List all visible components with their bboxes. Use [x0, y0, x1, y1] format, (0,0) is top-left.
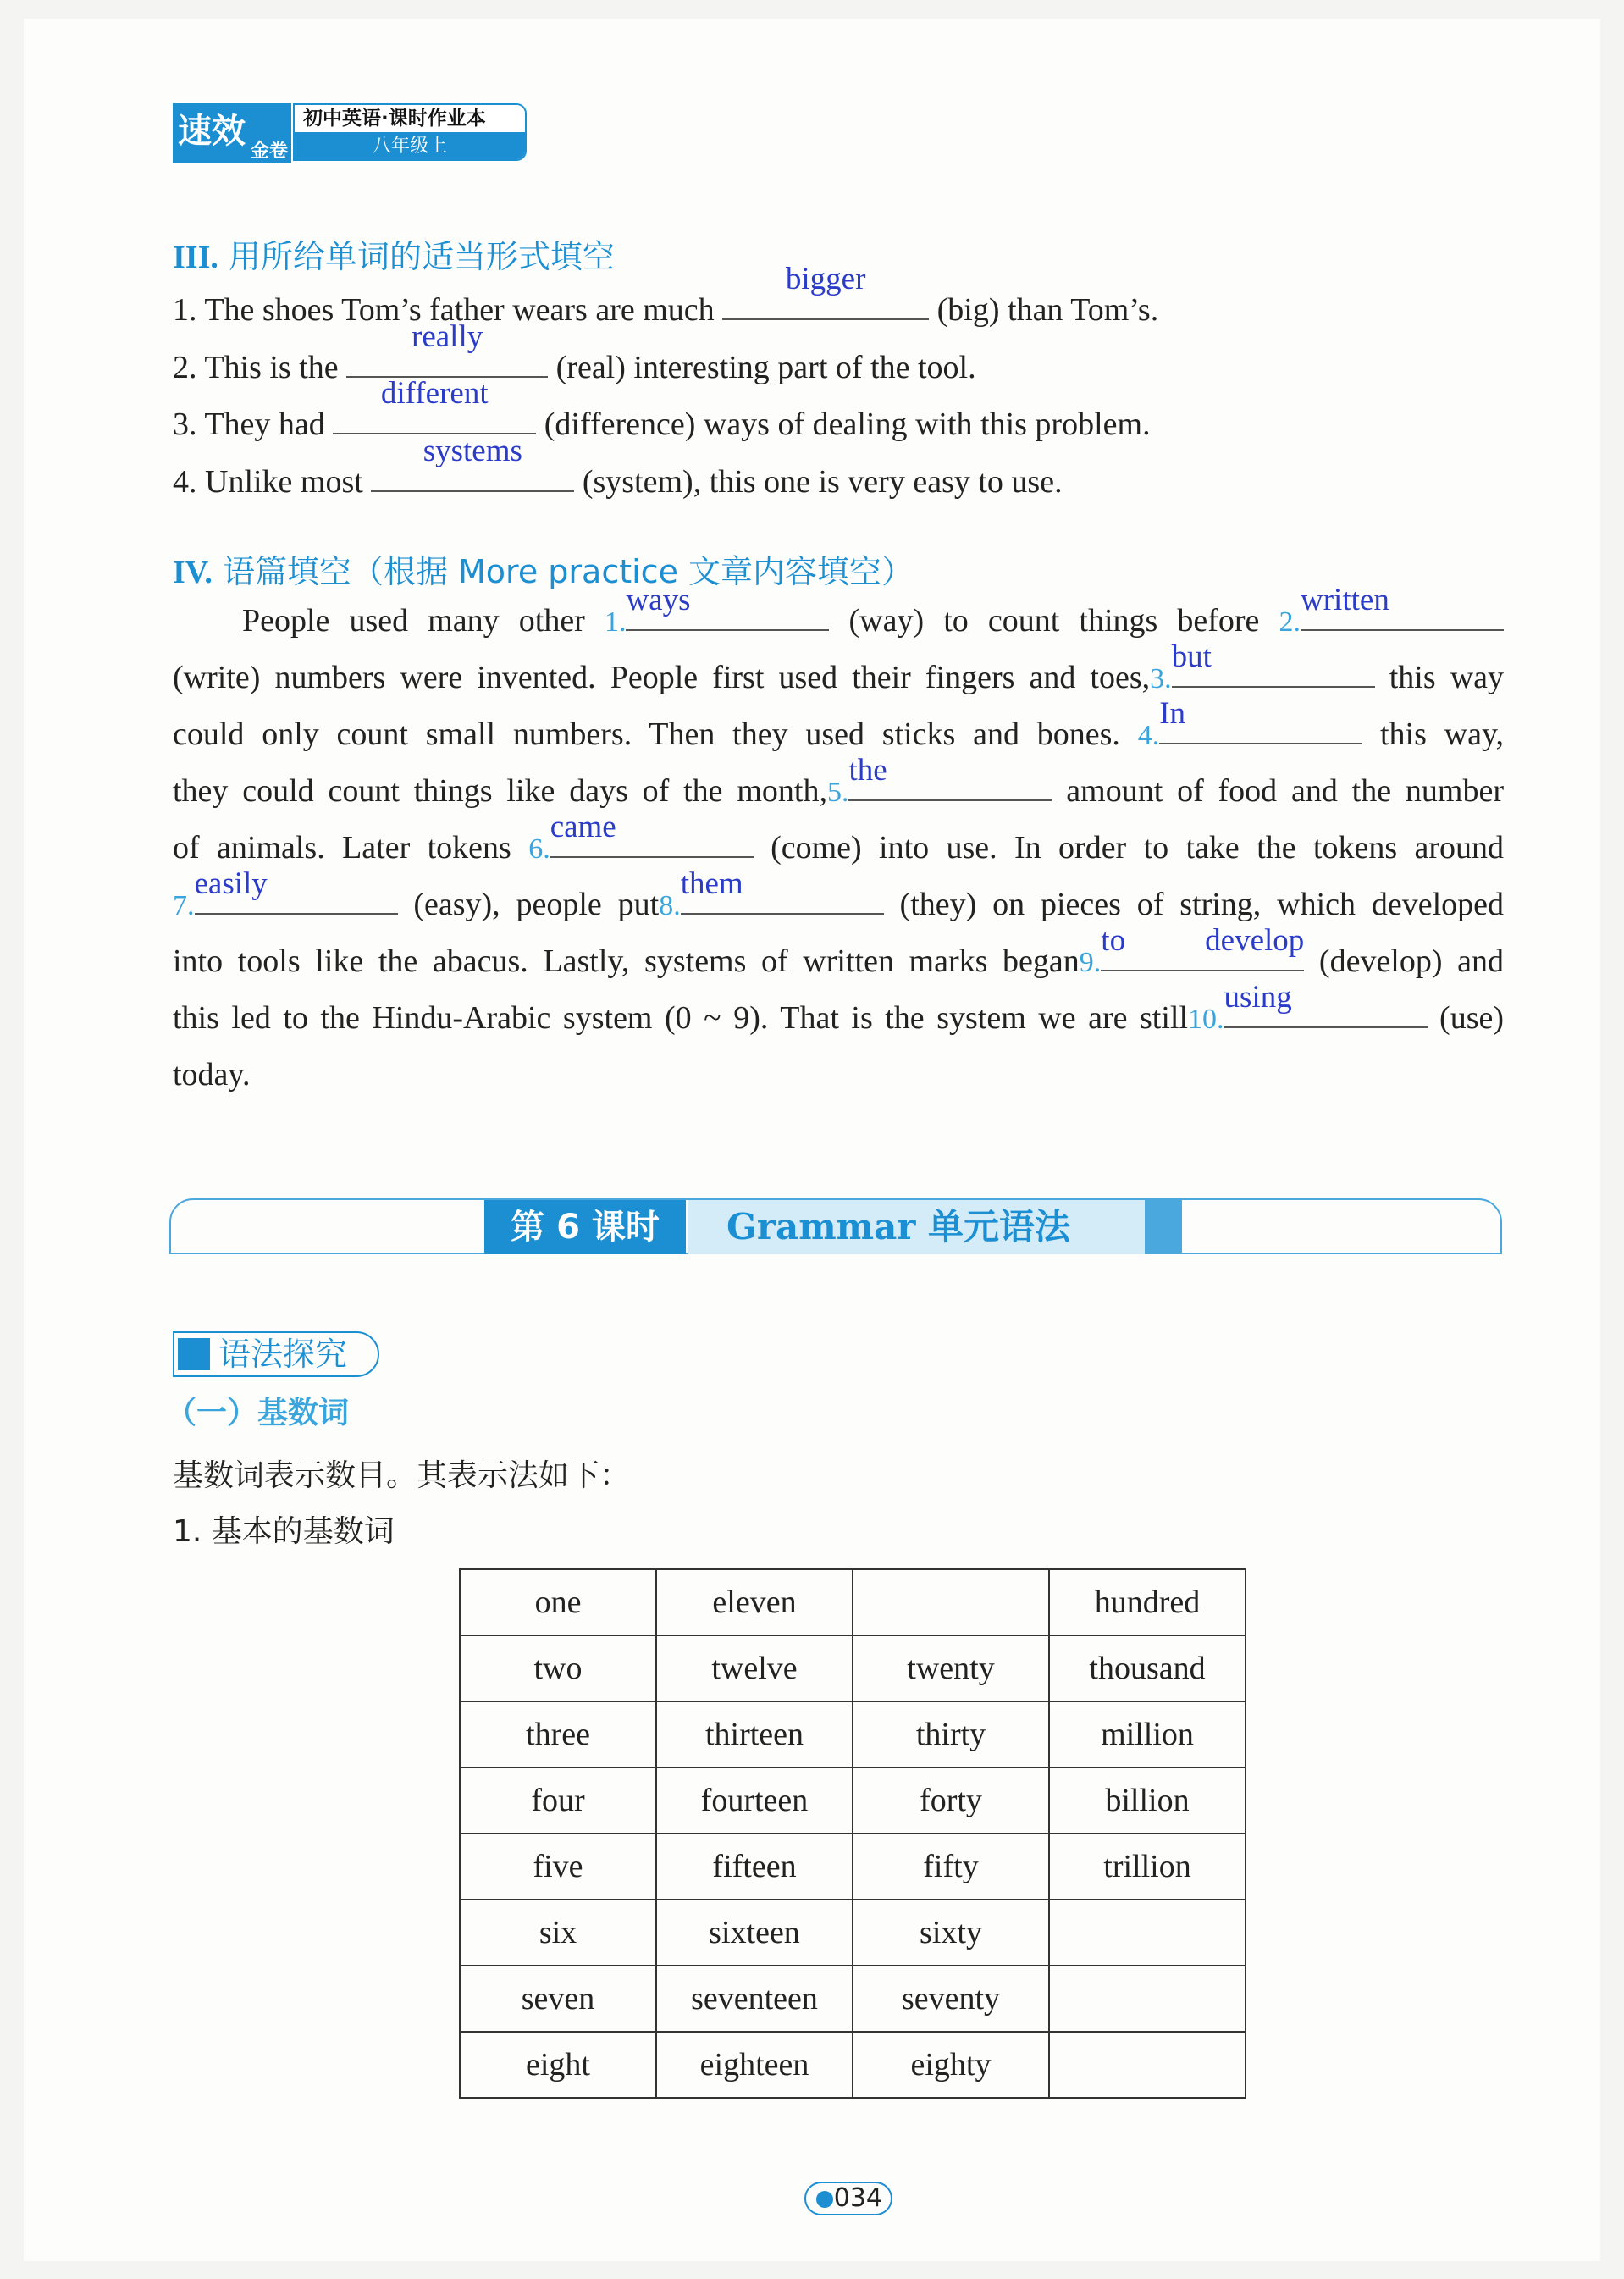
answer-text: In — [1159, 696, 1186, 731]
table-cell: eighty — [853, 2032, 1049, 2098]
table-cell: three — [460, 1701, 656, 1767]
table-cell: fourteen — [656, 1767, 853, 1834]
answer-text: ways — [626, 583, 691, 617]
brand-name: 速效 — [178, 111, 246, 151]
blank-index: 7. — [173, 890, 195, 921]
table-row — [460, 1966, 1246, 2032]
lesson-topic: Grammar 单元语法 — [688, 1200, 1145, 1254]
cloze-passage — [173, 583, 1505, 1104]
passage-text: into tools like the abacus. Lastly, systems of written marks began — [173, 943, 1080, 979]
table-cell: thousand — [1049, 1635, 1246, 1701]
grammar-tag — [173, 1331, 379, 1377]
passage-text: (develop) and — [1318, 943, 1505, 979]
lesson-label: 第 6 课时 — [484, 1200, 686, 1254]
blank-index: 3. — [1150, 663, 1172, 694]
passage-text: (easy), people put — [413, 887, 660, 922]
item-text: 1. The shoes Tom’s father wears are much — [173, 292, 723, 328]
table-cell — [1049, 2032, 1246, 2098]
section-3-heading: 用所给单词的适当形式填空 — [228, 238, 615, 275]
table-cell: eight — [460, 2032, 656, 2098]
passage-text: (way) to count things before — [848, 603, 1260, 639]
item-text: 3. They had — [173, 407, 334, 442]
answer-blank[interactable] — [333, 376, 536, 434]
blank-index: 9. — [1079, 947, 1102, 978]
table-cell — [853, 1569, 1049, 1635]
answer-blank[interactable] — [722, 262, 929, 320]
table-cell: sixteen — [656, 1900, 853, 1966]
table-cell: billion — [1049, 1767, 1246, 1834]
section-4-number: IV. — [173, 555, 213, 590]
answer-text: them — [680, 866, 743, 901]
table-cell: forty — [853, 1767, 1049, 1834]
book-title: 初中英语·课时作业本 — [295, 105, 525, 132]
page-number-text: 034 — [833, 2183, 882, 2213]
table-cell: eighteen — [656, 2032, 853, 2098]
table-cell: four — [460, 1767, 656, 1834]
banner-accent — [1145, 1200, 1182, 1254]
section-3-number: III. — [173, 240, 218, 275]
answer-text: but — [1171, 639, 1212, 674]
table-cell — [1049, 1966, 1246, 2032]
passage-text: amount of food and the number — [1066, 773, 1504, 809]
passage-text: could only count small numbers. Then they used sticks and bones. — [173, 716, 1120, 752]
table-row — [460, 1569, 1246, 1635]
table-cell: seventeen — [656, 1966, 853, 2032]
table-cell: hundred — [1049, 1569, 1246, 1635]
blank-index: 10. — [1188, 1004, 1224, 1035]
table-cell: sixty — [853, 1900, 1049, 1966]
exercise-item — [173, 319, 976, 386]
blank-index: 1. — [604, 606, 627, 638]
answer-text: systems — [423, 434, 522, 468]
lesson-banner — [169, 1198, 1502, 1254]
passage-line — [173, 753, 1504, 820]
blank-index: 2. — [1279, 606, 1301, 638]
table-cell: fifty — [853, 1834, 1049, 1900]
table-cell: fifteen — [656, 1834, 853, 1900]
dot-icon — [816, 2191, 833, 2208]
table-row — [460, 1701, 1246, 1767]
passage-text: (use) — [1439, 1000, 1505, 1036]
answer-text: came — [550, 810, 616, 844]
answer-text: really — [412, 319, 483, 354]
table-cell: eleven — [656, 1569, 853, 1635]
blank-index: 4. — [1137, 720, 1160, 751]
item-text: (difference) ways of dealing with this problem. — [536, 407, 1151, 442]
item-text: (real) interesting part of the tool. — [548, 350, 976, 385]
blank-index: 6. — [528, 833, 550, 865]
passage-text: this led to the Hindu-Arabic system (0 ~ 9). That is the system we are still — [173, 1000, 1189, 1036]
answer-text: written — [1301, 583, 1389, 617]
table-row — [460, 2032, 1246, 2098]
answer-text: different — [380, 376, 489, 411]
table-row — [460, 1900, 1246, 1966]
answer-blank[interactable] — [371, 434, 574, 492]
table-row — [460, 1767, 1246, 1834]
answer-blank[interactable] — [550, 810, 754, 858]
exercise-item — [173, 376, 1151, 443]
exercise-item — [173, 434, 1063, 501]
table-cell: million — [1049, 1701, 1246, 1767]
passage-text: this way, — [1379, 716, 1505, 752]
table-cell: seven — [460, 1966, 656, 2032]
blank-index: 5. — [826, 777, 849, 808]
answer-blank[interactable] — [194, 866, 398, 915]
table-cell: one — [460, 1569, 656, 1635]
square-icon — [178, 1338, 210, 1370]
passage-text: (they) on pieces of string, which developed — [899, 887, 1504, 922]
passage-text: (come) into use. In order to take the tokens around — [771, 830, 1505, 866]
table-cell: seventy — [853, 1966, 1049, 2032]
answer-text: the — [848, 753, 887, 788]
grammar-tag-label: 语法探究 — [218, 1336, 348, 1373]
grade-label: 八年级上 — [295, 132, 525, 161]
section-4-heading: 语篇填空（根据 More practice 文章内容填空） — [222, 553, 914, 590]
item-text: 4. Unlike most — [173, 464, 372, 500]
answer-text: using — [1224, 980, 1292, 1015]
table-cell: two — [460, 1635, 656, 1701]
grammar-point: 1. 基本的基数词 — [173, 1514, 395, 1549]
grammar-subtitle: （一）基数词 — [166, 1396, 350, 1430]
table-cell: twenty — [853, 1635, 1049, 1701]
answer-blank[interactable] — [346, 319, 548, 378]
cardinal-number-table — [459, 1568, 1246, 2099]
table-cell: five — [460, 1834, 656, 1900]
passage-line — [173, 980, 1505, 1047]
answer-blank[interactable] — [1171, 639, 1375, 688]
brand-sub: 金卷 — [250, 140, 288, 162]
page-number — [804, 2182, 892, 2215]
grammar-intro: 基数词表示数目。其表示法如下： — [173, 1458, 631, 1493]
answer-blank[interactable] — [1159, 696, 1362, 744]
passage-text: this way — [1389, 660, 1504, 695]
brand-header — [173, 103, 528, 163]
answer-blank[interactable] — [848, 753, 1052, 801]
passage-text: People used many other — [242, 603, 585, 639]
answer-blank[interactable] — [626, 583, 829, 631]
answer-blank[interactable] — [1101, 923, 1305, 971]
table-cell: thirteen — [656, 1701, 853, 1767]
table-cell: thirty — [853, 1701, 1049, 1767]
answer-blank[interactable] — [1224, 980, 1428, 1028]
passage-text: today. — [173, 1057, 251, 1092]
item-text: (system), this one is very easy to use. — [574, 464, 1063, 500]
table-cell — [1049, 1900, 1246, 1966]
item-text: 2. This is the — [173, 350, 347, 385]
item-text: (big) than Tom’s. — [929, 292, 1159, 328]
blank-index: 8. — [659, 890, 681, 921]
passage-line — [173, 696, 1505, 763]
passage-text: (write) numbers were invented. People first used their fingers and toes, — [173, 660, 1151, 695]
answer-text: to develop — [1101, 923, 1305, 958]
brand-logo — [173, 103, 291, 163]
answer-text: bigger — [785, 262, 866, 296]
exercise-item — [173, 262, 1159, 329]
answer-text: easily — [194, 866, 268, 901]
table-row — [460, 1635, 1246, 1701]
table-row — [460, 1834, 1246, 1900]
table-cell: six — [460, 1900, 656, 1966]
passage-line — [173, 1047, 1504, 1104]
section-3-title — [173, 230, 615, 277]
table-cell: trillion — [1049, 1834, 1246, 1900]
table-cell: twelve — [656, 1635, 853, 1701]
passage-text: of animals. Later tokens — [173, 830, 511, 866]
passage-text: they could count things like days of the month, — [173, 773, 827, 809]
answer-blank[interactable] — [1301, 583, 1504, 631]
answer-blank[interactable] — [680, 866, 884, 915]
book-label — [293, 103, 527, 161]
